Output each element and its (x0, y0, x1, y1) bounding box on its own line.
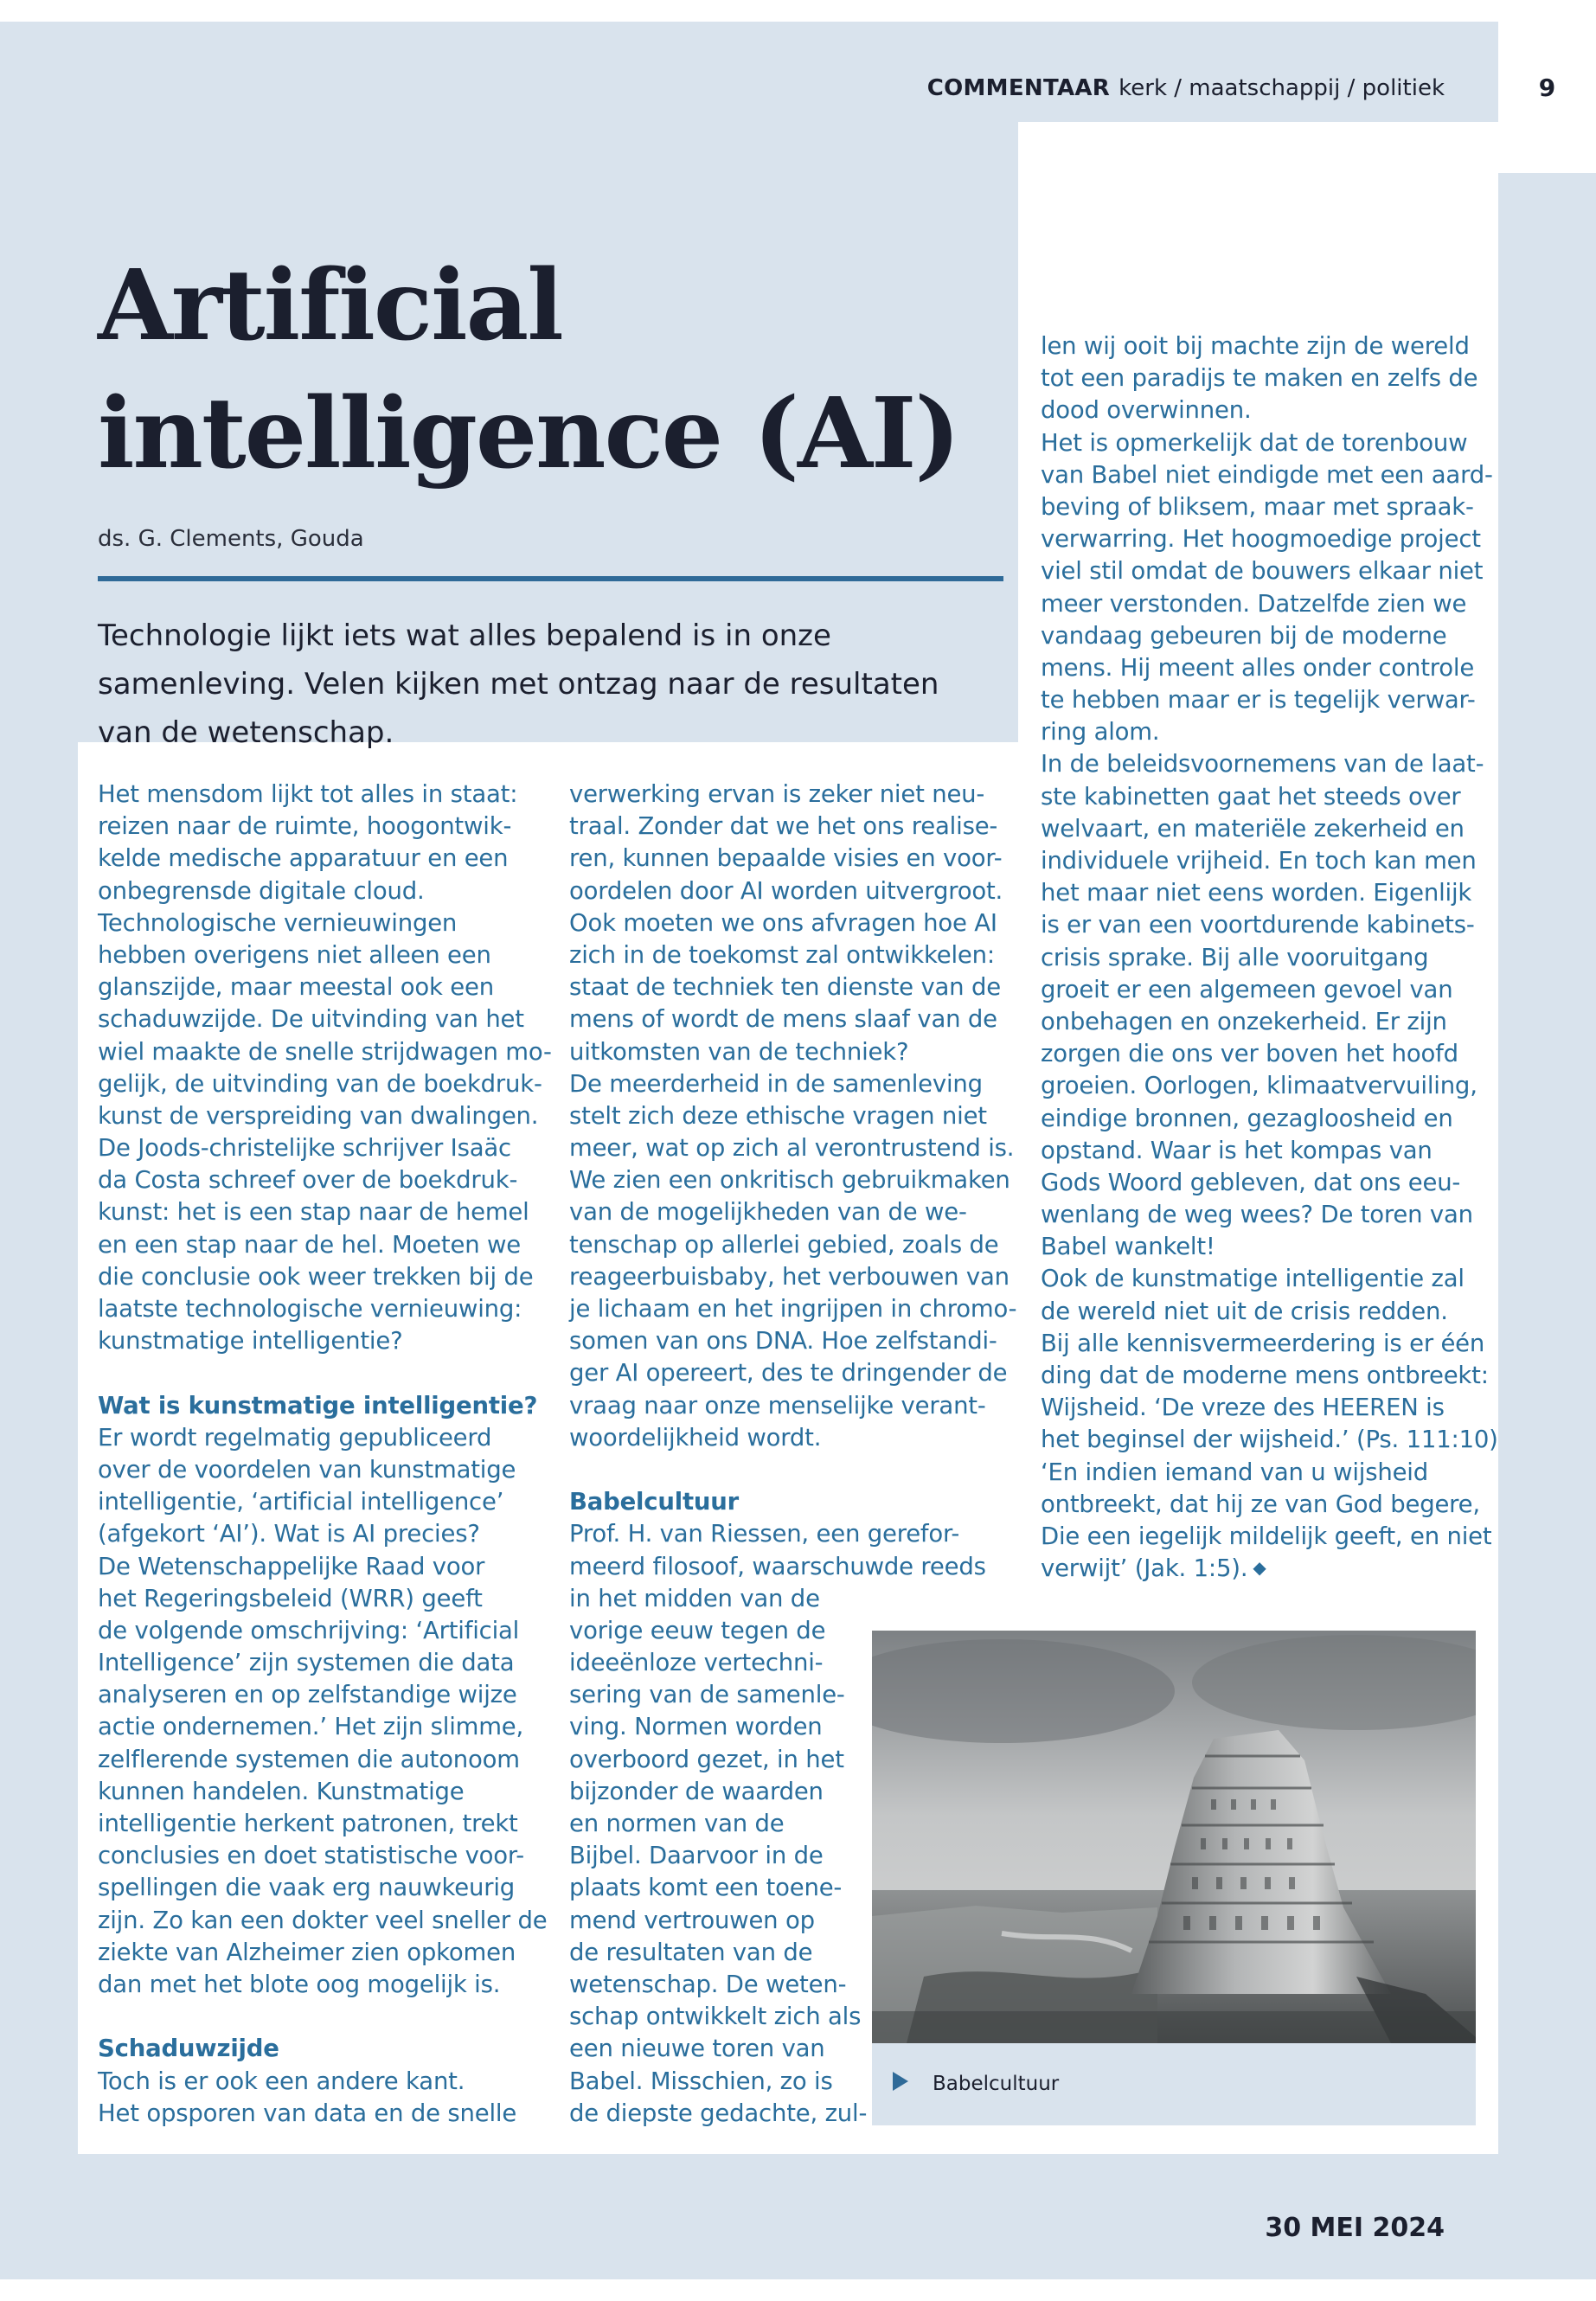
text-line: zelflerende systemen die autonoom (98, 1745, 520, 1773)
text-line: spellingen die vaak erg nauwkeurig (98, 1874, 516, 1902)
text-line: verwerking ervan is zeker niet neu- (569, 780, 985, 808)
text-line: ‘En indien iemand van u wijsheid (1041, 1458, 1428, 1486)
text-line: te hebben maar er is tegelijk verwar- (1041, 686, 1476, 715)
text-line: In de beleidsvoornemens van de laat- (1041, 750, 1484, 779)
text-line: actie ondernemen.’ Het zijn slimme, (98, 1713, 524, 1741)
text-line: gelijk, de uitvinding van de boekdruk- (98, 1069, 542, 1098)
text-line: overboord gezet, in het (569, 1745, 844, 1773)
issue-date: 30 MEI 2024 (1265, 2213, 1445, 2243)
figure-caption: Babelcultuur (933, 2073, 1060, 2095)
text-line: Babel wankelt! (1041, 1233, 1215, 1261)
text-line: wetenschap. De weten- (569, 1970, 847, 1998)
text-line: somen van ons DNA. Hoe zelfstandi- (569, 1327, 997, 1356)
text-line: Technologische vernieuwingen (98, 908, 458, 937)
text-line: reizen naar de ruimte, hoogontwik- (98, 812, 512, 841)
text-line: beving of bliksem, maar met spraak- (1041, 492, 1474, 521)
text-line: dan met het blote oog mogelijk is. (98, 1970, 501, 1998)
text-line: in het midden van de (569, 1584, 820, 1612)
text-line: Intelligence’ zijn systemen die data (98, 1649, 515, 1677)
text-line: individuele vrijheid. En toch kan men (1041, 847, 1477, 875)
text-line: kunstmatige intelligentie? (98, 1327, 403, 1356)
text-line: verwijt’ (Jak. 1:5). ◆ (1041, 1554, 1266, 1583)
text-line: onbehagen en onzekerheid. Er zijn (1041, 1007, 1447, 1035)
text-line: dood overwinnen. (1041, 396, 1252, 425)
text-line: ving. Normen worden (569, 1713, 823, 1741)
text-line: en een stap naar de hel. Moeten we (98, 1230, 521, 1259)
title-divider (98, 576, 1003, 581)
text-line: meer, wat op zich al verontrustend is. (569, 1134, 1015, 1163)
text-line: het beginsel der wijsheid.’ (Ps. 111:10) (1041, 1426, 1498, 1454)
text-line: de volgende omschrijving: ‘Artificial (98, 1616, 520, 1644)
text-line: conclusies en doet statistische voor- (98, 1842, 524, 1870)
text-line: mend vertrouwen op (569, 1906, 815, 1934)
intro-paragraph: Technologie lijkt iets wat alles bepalend is in onze samenleving. Velen kijken met ontzag naar de resultaten van de wetenschap. (98, 619, 939, 750)
text-line: vandaag gebeuren bij de moderne (1041, 621, 1447, 650)
text-line: van Babel niet eindigde met een aard- (1041, 460, 1493, 489)
text-line: bijzonder de waarden (569, 1777, 824, 1805)
text-line: ding dat de moderne mens ontbreekt: (1041, 1362, 1489, 1389)
text-line: kunst: het is een stap naar de hemel (98, 1198, 529, 1227)
text-line: ontbreekt, dat hij ze van God begere, (1041, 1490, 1480, 1518)
text-line: vorige eeuw tegen de (569, 1616, 826, 1644)
text-line: het Regeringsbeleid (WRR) geeft (98, 1584, 483, 1612)
text-line: een nieuwe toren van (569, 2035, 825, 2063)
text-line: is er van een voortdurende kabinets- (1041, 911, 1475, 939)
text-line: plaats komt een toene- (569, 1874, 843, 1902)
text-line: meer verstonden. Datzelfde zien we (1041, 589, 1467, 618)
text-line: glanszijde, maar meestal ook een (98, 973, 494, 1002)
text-line: en normen van de (569, 1810, 785, 1837)
text-line: ideeënloze vertechni- (569, 1649, 824, 1677)
text-line: ziekte van Alzheimer zien opkomen (98, 1938, 516, 1966)
text-line: onbegrensde digitale cloud. (98, 876, 425, 905)
text-line: vraag naar onze menselijke verant- (569, 1391, 986, 1420)
text-line: Het mensdom lijkt tot alles in staat: (98, 780, 518, 808)
title-line-1: Artificial (98, 249, 562, 362)
article-title (98, 242, 1006, 498)
text-line: de resultaten van de (569, 1938, 813, 1966)
text-line: intelligentie, ‘artificial intelligence’ (98, 1488, 504, 1516)
caption-arrow-icon (893, 2072, 908, 2091)
text-line: de diepste gedachte, zul- (569, 2099, 868, 2127)
text-line: analyseren en op zelfstandige wijze (98, 1681, 517, 1709)
text-line: Er wordt regelmatig gepubliceerd (98, 1423, 492, 1452)
text-line: traal. Zonder dat we het ons realise- (569, 812, 998, 841)
text-line: reageerbuisbaby, het verbouwen van (569, 1262, 1010, 1291)
section-heading: Wat is kunstmatige intelligentie? (98, 1391, 538, 1420)
text-line: tenschap op allerlei gebied, zoals de (569, 1230, 999, 1259)
text-line: De meerderheid in de samenleving (569, 1069, 983, 1098)
byline: ds. G. Clements, Gouda (98, 526, 364, 552)
text-line: groeien. Oorlogen, klimaatvervuiling, (1041, 1072, 1477, 1100)
text-line: je lichaam en het ingrijpen in chromo- (569, 1295, 1017, 1323)
text-line: hebben overigens niet alleen een (98, 940, 491, 969)
tower-of-babel-image (872, 1631, 1476, 2043)
text-line: welvaart, en materiële zekerheid en (1041, 814, 1465, 843)
text-line: oordelen door AI worden uitvergroot. (569, 876, 1003, 905)
page-header (0, 22, 1497, 117)
text-line: staat de techniek ten dienste van de (569, 973, 1001, 1002)
page-number: 9 (1538, 74, 1556, 102)
text-line: ren, kunnen bepaalde visies en voor- (569, 844, 1003, 873)
text-line: (afgekort ‘AI’). Wat is AI precies? (98, 1520, 480, 1548)
text-line: het maar niet eens worden. Eigenlijk (1041, 879, 1472, 907)
text-line: laatste technologische vernieuwing: (98, 1295, 522, 1323)
text-line: ger AI opereert, des te dringender de (569, 1359, 1008, 1388)
text-line: meerd filosoof, waarschuwde reeds (569, 1552, 986, 1580)
section-heading: Schaduwzijde (98, 2035, 279, 2063)
text-line: schap ontwikkelt zich als (569, 2003, 862, 2031)
text-line: over de voordelen van kunstmatige (98, 1455, 516, 1484)
text-line: Bij alle kennisvermeerdering is er één (1041, 1329, 1485, 1357)
header-topics: kerk / maatschappij / politiek (1118, 75, 1445, 101)
text-line: eindige bronnen, gezagloosheid en (1041, 1104, 1453, 1132)
text-line: verwarring. Het hoogmoedige project (1041, 525, 1481, 554)
text-line: opstand. Waar is het kompas van (1041, 1136, 1433, 1164)
text-line: sering van de samenle- (569, 1681, 845, 1709)
page-number-tab (1498, 22, 1596, 173)
text-line: De Wetenschappelijke Raad voor (98, 1552, 485, 1580)
text-line: Ook de kunstmatige intelligentie zal (1041, 1265, 1465, 1293)
text-line: kelde medische apparatuur en een (98, 844, 509, 873)
text-line: zich in de toekomst zal ontwikkelen: (569, 940, 995, 969)
text-line: zorgen die ons ver boven het hoofd (1041, 1040, 1458, 1068)
text-line: intelligentie herkent patronen, trekt (98, 1810, 518, 1837)
text-line: da Costa schreef over de boekdruk- (98, 1166, 518, 1195)
text-line: De Joods-christelijke schrijver Isaäc (98, 1134, 511, 1163)
painting-illustration (872, 1631, 1476, 2043)
text-line: ring alom. (1041, 718, 1160, 747)
text-line: Babel. Misschien, zo is (569, 2067, 833, 2095)
text-line: Toch is er ook een andere kant. (98, 2067, 465, 2095)
text-line: Wijsheid. ‘De vreze des HEEREN is (1041, 1394, 1445, 1422)
text-line: Ook moeten we ons afvragen hoe AI (569, 908, 997, 937)
text-line: uitkomsten van de techniek? (569, 1037, 909, 1066)
text-line: We zien een onkritisch gebruikmaken (569, 1166, 1010, 1195)
text-line: de wereld niet uit de crisis redden. (1041, 1297, 1448, 1325)
text-line: Het is opmerkelijk dat de torenbouw (1041, 428, 1468, 457)
text-line: zijn. Zo kan een dokter veel sneller de (98, 1906, 548, 1934)
header-section: COMMENTAAR (926, 75, 1111, 101)
section-heading: Babelcultuur (569, 1488, 740, 1516)
text-line: schaduwzijde. De uitvinding van het (98, 1005, 524, 1034)
text-line: wenlang de weg wees? De toren van (1041, 1201, 1473, 1229)
text-line: van de mogelijkheden van de we- (569, 1198, 967, 1227)
text-line: kunst de verspreiding van dwalingen. (98, 1101, 539, 1130)
text-line: Bijbel. Daarvoor in de (569, 1842, 824, 1870)
text-line: viel stil omdat de bouwers elkaar niet (1041, 557, 1484, 586)
text-line: stelt zich deze ethische vragen niet (569, 1101, 987, 1130)
text-line: Die een iegelijk mildelijk geeft, en niet (1041, 1522, 1492, 1550)
text-line: Prof. H. van Riessen, een gerefor- (569, 1520, 960, 1548)
text-line: tot een paradijs te maken en zelfs de (1041, 364, 1478, 393)
text-line: mens. Hij meent alles onder controle (1041, 653, 1475, 682)
text-column-1 (98, 779, 552, 2130)
text-line: len wij ooit bij machte zijn de wereld (1041, 332, 1470, 360)
text-line (569, 1454, 1016, 1486)
text-line: wiel maakte de snelle strijdwagen mo- (98, 1037, 552, 1066)
text-line: ste kabinetten gaat het steeds over (1041, 782, 1461, 811)
text-line: Het opsporen van data en de snelle (98, 2099, 517, 2127)
text-line: die conclusie ook weer trekken bij de (98, 1262, 534, 1291)
text-line: woordelijkheid wordt. (569, 1423, 822, 1452)
text-line (98, 1357, 552, 1389)
text-line: Gods Woord gebleven, dat ons eeu- (1041, 1168, 1461, 1196)
text-line (98, 2001, 552, 2033)
text-line: kunnen handelen. Kunstmatige (98, 1777, 465, 1805)
title-line-2: intelligence (AI) (98, 377, 959, 490)
header-label (927, 75, 1445, 101)
text-line: crisis sprake. Bij alle vooruitgang (1041, 943, 1429, 971)
text-line: groeit er een algemeen gevoel van (1041, 975, 1453, 1003)
text-line: mens of wordt de mens slaaf van de (569, 1005, 997, 1034)
text-column-3 (1041, 330, 1498, 1585)
page-background (0, 22, 1596, 2279)
end-mark-icon: ◆ (1253, 1557, 1266, 1579)
